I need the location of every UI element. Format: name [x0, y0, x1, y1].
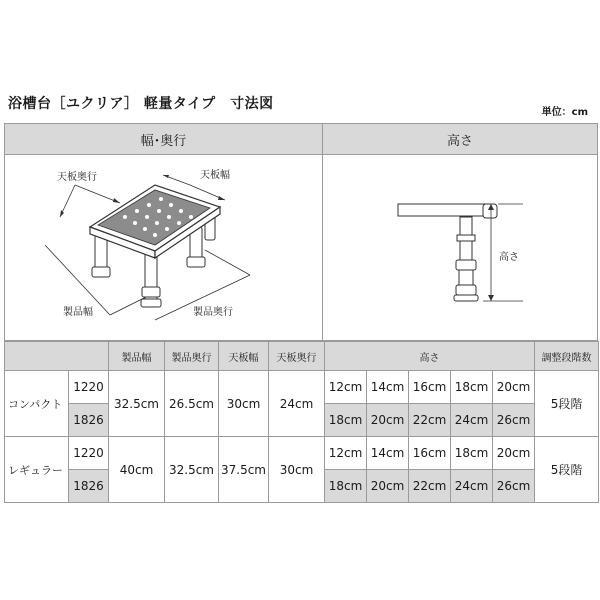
height-panel	[323, 123, 598, 341]
table-row	[5, 437, 599, 470]
label-product-depth: 製品奥行	[193, 307, 233, 318]
model-cell: 1826	[69, 404, 109, 437]
height-cell: 20cm	[493, 371, 535, 404]
label-height: 高さ	[499, 252, 519, 263]
header-top-depth: 天板奥行	[269, 342, 325, 371]
row-name: コンパクト	[5, 371, 69, 437]
header-product-depth: 製品奥行	[165, 342, 219, 371]
table-header-row	[5, 342, 599, 371]
height-cell: 24cm	[451, 470, 493, 503]
top-depth-cell: 24cm	[269, 371, 325, 437]
header-product-width: 製品幅	[109, 342, 165, 371]
top-width-cell: 30cm	[219, 371, 269, 437]
spec-table	[4, 341, 599, 503]
top-width-cell: 37.5cm	[219, 437, 269, 503]
height-cell: 22cm	[409, 404, 451, 437]
model-cell: 1220	[69, 371, 109, 404]
height-cell: 18cm	[325, 404, 367, 437]
top-depth-cell: 30cm	[269, 437, 325, 503]
height-cell: 18cm	[451, 371, 493, 404]
width-depth-panel	[4, 123, 323, 341]
height-cell: 16cm	[409, 371, 451, 404]
depth-cell: 32.5cm	[165, 437, 219, 503]
height-cell: 14cm	[367, 437, 409, 470]
page-title: 浴槽台［ユクリア］ 軽量タイプ 寸法図	[8, 96, 274, 112]
height-cell: 22cm	[409, 470, 451, 503]
header-steps: 調整段階数	[535, 342, 599, 371]
height-diagram	[323, 155, 597, 341]
table-row	[5, 371, 599, 404]
label-top-depth: 天板奥行	[57, 172, 97, 183]
label-top-width: 天板幅	[200, 170, 230, 181]
height-cell: 20cm	[493, 437, 535, 470]
width-cell: 40cm	[109, 437, 165, 503]
height-cell: 20cm	[367, 470, 409, 503]
height-cell: 26cm	[493, 404, 535, 437]
header-height: 高さ	[325, 342, 535, 371]
width-depth-diagram	[5, 155, 322, 341]
height-cell: 18cm	[451, 437, 493, 470]
width-cell: 32.5cm	[109, 371, 165, 437]
height-cell: 14cm	[367, 371, 409, 404]
depth-cell: 26.5cm	[165, 371, 219, 437]
steps-cell: 5段階	[535, 371, 599, 437]
height-cell: 20cm	[367, 404, 409, 437]
height-cell: 24cm	[451, 404, 493, 437]
model-cell: 1826	[69, 470, 109, 503]
height-cell: 26cm	[493, 470, 535, 503]
header-blank	[5, 342, 109, 371]
steps-cell: 5段階	[535, 437, 599, 503]
unit-label: 単位：cm	[541, 107, 588, 118]
label-product-width: 製品幅	[63, 307, 93, 318]
height-cell: 16cm	[409, 437, 451, 470]
width-depth-header: 幅･奥行	[5, 124, 322, 155]
height-cell: 18cm	[325, 470, 367, 503]
header-top-width: 天板幅	[219, 342, 269, 371]
height-cell: 12cm	[325, 371, 367, 404]
model-cell: 1220	[69, 437, 109, 470]
row-name: レギュラー	[5, 437, 69, 503]
height-cell: 12cm	[325, 437, 367, 470]
height-header: 高さ	[323, 124, 597, 155]
